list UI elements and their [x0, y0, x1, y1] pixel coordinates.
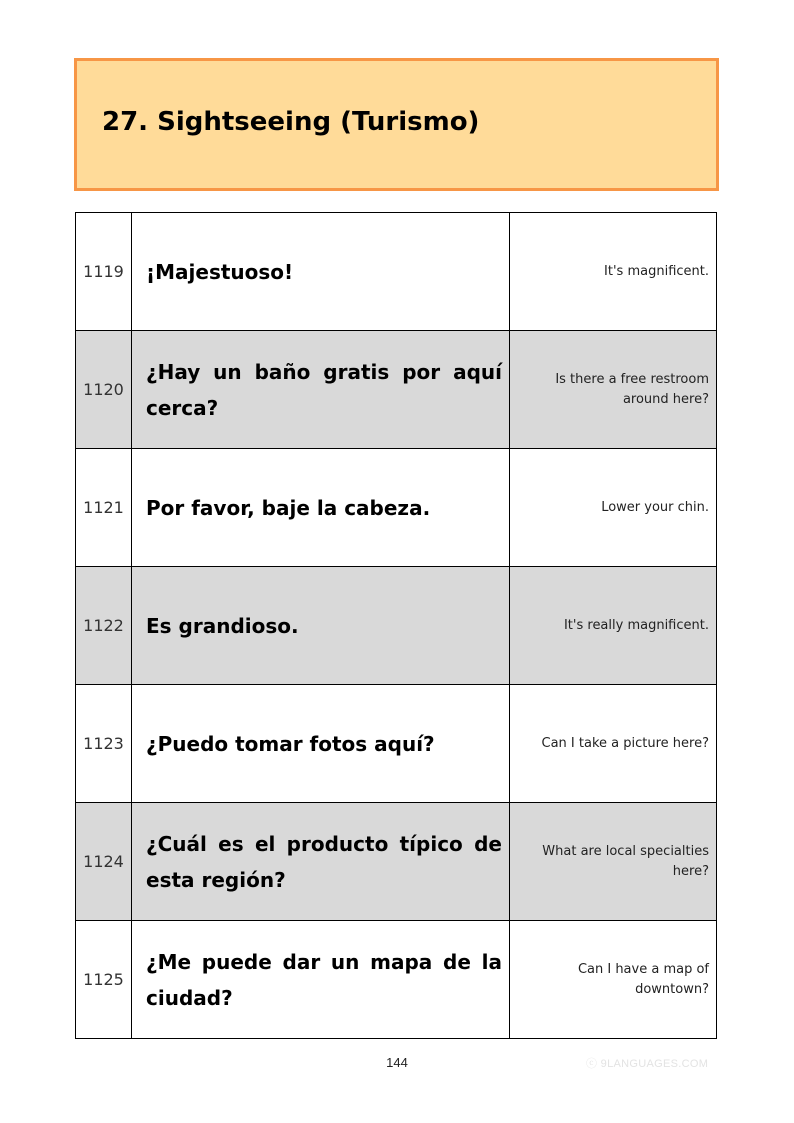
table-row — [76, 449, 717, 567]
phrase-number: 1121 — [76, 449, 132, 567]
spanish-phrase: Por favor, baje la cabeza. — [132, 449, 510, 567]
english-translation: It's magnificent. — [510, 213, 717, 331]
spanish-phrase: ¿Hay un baño gratis por aquí cerca? — [132, 331, 510, 449]
spanish-phrase: ¿Cuál es el producto típico de esta región? — [132, 803, 510, 921]
chapter-title-box — [74, 58, 719, 191]
table-row — [76, 803, 717, 921]
spanish-phrase: Es grandioso. — [132, 567, 510, 685]
watermark: ⓒ 9LANGUAGES.COM — [586, 1058, 709, 1070]
table-row — [76, 567, 717, 685]
page-number: 144 — [386, 1055, 408, 1070]
english-translation: Is there a free restroom around here? — [510, 331, 717, 449]
table-row — [76, 921, 717, 1039]
phrase-number: 1122 — [76, 567, 132, 685]
table-row — [76, 213, 717, 331]
spanish-phrase: ¡Majestuoso! — [132, 213, 510, 331]
phrase-number: 1123 — [76, 685, 132, 803]
phrase-number: 1125 — [76, 921, 132, 1039]
english-translation: What are local specialties here? — [510, 803, 717, 921]
phrase-number: 1119 — [76, 213, 132, 331]
english-translation: Can I have a map of downtown? — [510, 921, 717, 1039]
english-translation: Lower your chin. — [510, 449, 717, 567]
table-row — [76, 331, 717, 449]
english-translation: Can I take a picture here? — [510, 685, 717, 803]
phrase-table-body — [76, 213, 717, 1039]
phrase-table — [75, 212, 717, 1039]
phrase-number: 1120 — [76, 331, 132, 449]
phrase-number: 1124 — [76, 803, 132, 921]
spanish-phrase: ¿Puedo tomar fotos aquí? — [132, 685, 510, 803]
english-translation: It's really magnificent. — [510, 567, 717, 685]
spanish-phrase: ¿Me puede dar un mapa de la ciudad? — [132, 921, 510, 1039]
chapter-title: 27. Sightseeing (Turismo) — [102, 107, 480, 137]
table-row — [76, 685, 717, 803]
